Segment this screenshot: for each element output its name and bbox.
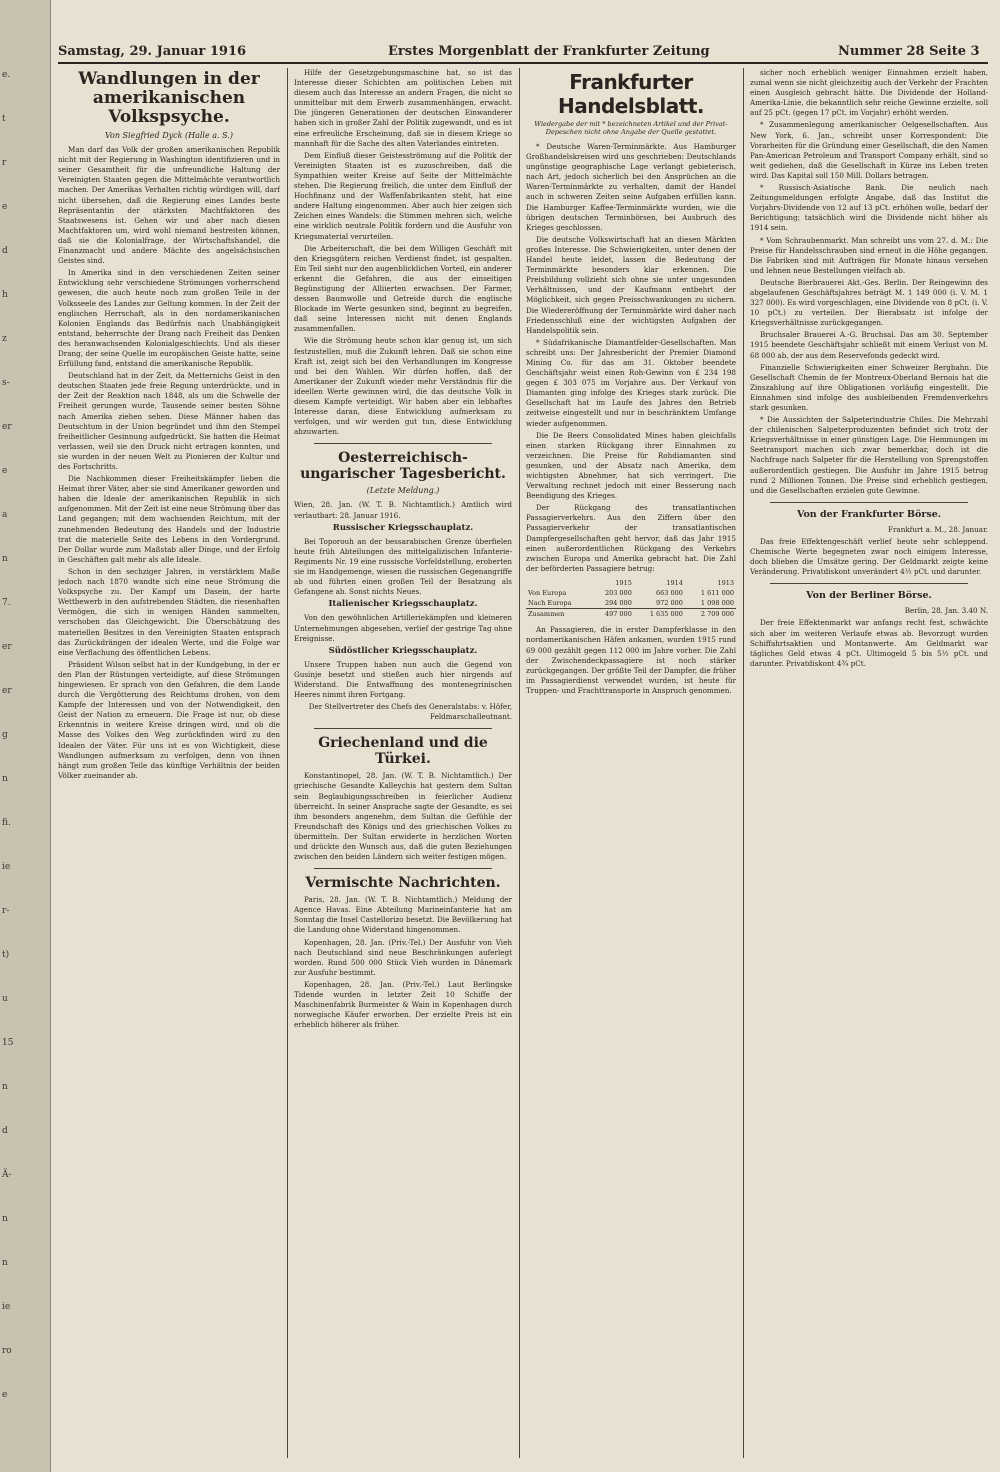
article-paragraph: Deutschland hat in der Zeit, da Metternichs Geist in den deutschen Staaten jede freie Regung unterdrückte, und in der Zeit der Reaktion nach 1848, als um die Schwelle der Freiheit gerungen wurde, Tausende seiner besten Söhne nach Amerika ziehen sehen. Diese Männer haben das Deutschtum in der Union begründet und ihm den Stempel freiheitlicher Gesinnung aufgedrückt. Sie hatten die Heimat verlassen, weil sie den Druck nicht ertragen konnten, und sie wurden in der neuen Welt zu Pionieren der Kultur und des Fortschritts.	[58, 371, 280, 471]
table-cell: 972 000	[656, 599, 683, 608]
margin-fragment: Ä-	[2, 1170, 12, 1180]
table-cell: 497 000	[591, 609, 634, 620]
article-paragraph: sicher noch erheblich weniger Einnahmen erzielt haben, zumal wenn sie nicht gleichzeitig auch der Verkehr der Frachten einen Ausgleich gebracht hätte. Die Dividende der Holland-Amerika-Linie, die bekanntlich sehr reiche Gewinne erzielte, soll auf 25 pCt. (gegen 17 pCt. im Vorjahr) erhöht werden.	[750, 68, 988, 118]
table-cell: 1 098 000	[700, 599, 734, 608]
adjacent-page-edge	[0, 0, 51, 1472]
article-paragraph: Die De Beers Consolidated Mines haben gleichfalls einen starken Rückgang ihrer Einnahmen zu verzeichnen. Die Preise für Rohdiamanten sind gesunken, und der Absatz nach Amerika, dem wichtigsten Abnehmer, hat sich verringert. Die Verwaltung rechnet jedoch mit einer Besserung nach Beendigung des Krieges.	[526, 430, 736, 501]
column-rule	[287, 68, 288, 1458]
article-paragraph: Die deutsche Volkswirtschaft hat an diesen Märkten großes Interesse. Die Schwierigkeiten, unter denen der Handel heute leidet, lassen die Bedeutung der Terminmärkte besonders klar erkennen. Die Preisbildung vollzieht sich ohne sie unter ungesunden Verhältnissen, und der Kaufmann entbehrt der Möglichkeit, sich gegen Preisschwankungen zu sichern. Die Wiedereröffnung der Terminmärkte wird daher nach Friedensschluß eine der wichtigsten Aufgaben der Handelspolitik sein.	[526, 234, 736, 335]
section-separator	[314, 868, 492, 869]
margin-fragment: n	[2, 1082, 8, 1092]
margin-fragment: h	[2, 290, 8, 300]
page-header	[58, 44, 988, 62]
table-cell: 2 709 000	[685, 609, 736, 620]
margin-fragment: ie	[2, 1302, 11, 1312]
margin-fragment: z	[2, 334, 7, 344]
margin-fragment: fi.	[2, 818, 11, 828]
margin-fragment: ie	[2, 862, 11, 872]
theater-report: Bei Toporouh an der bessarabischen Grenze überfielen heute früh Abteilungen des mittelgalizischen Infanterie-Regiments Nr. 19 eine russische Vorfeldstellung, eroberten sie im Handgemenge, wiesen die russischen Gegenangriffe ab und führten einen großen Teil der Besatzung als Gefangene ab. Sonst nichts Neues.	[294, 536, 512, 597]
theater-heading: Italienischer Kriegsschauplatz.	[328, 599, 478, 610]
margin-fragment: er	[2, 686, 12, 696]
table-header-cell: 1915	[615, 578, 632, 587]
report-subtitle: (Letzte Meldung.)	[366, 486, 440, 496]
article-paragraph: * Vom Schraubenmarkt. Man schreibt uns vom 27. d. M.: Die Preise für Handelsschrauben sind erneut in die Höhe gegangen. Die Fabriken sind mit Aufträgen für Monate hinaus versehen und lehnen neue Bestellungen vielfach ab.	[750, 235, 988, 275]
margin-fragment: n	[2, 1258, 8, 1268]
article-paragraph: An Passagieren, die in erster Dampferklasse in den nordamerikanischen Häfen ankamen, wurden 1915 rund 69 000 gezählt gegen 112 000 im Jahre vorher. Die Zahl der Zwischendeckpassagiere ist noch stärker zurückgegangen. Der größte Teil der Dampfer, die früher im Passagierdienst verwendet wurden, ist heute für Truppen- und Frachttransporte in Anspruch genommen.	[526, 625, 736, 695]
theater-report: Unsere Truppen haben nun auch die Gegend von Gusinje besetzt und stießen auch hier nirgends auf Widerstand. Die Entwaffnung des montenegrinischen Heeres nimmt ihren Fortgang.	[294, 659, 512, 700]
article-paragraph: Finanzielle Schwierigkeiten einer Schweizer Bergbahn. Die Gesellschaft Chemin de fer Montreux-Oberland Bernois hat die Zinszahlung auf ihre Obligationen vorläufig eingestellt. Die Einnahmen sind infolge des ausbleibenden Fremdenverkehrs stark gesunken.	[750, 362, 988, 412]
table-cell: Zusammen	[526, 609, 591, 620]
margin-fragment: a	[2, 510, 8, 520]
section-separator	[770, 583, 968, 584]
table-cell: 1 611 000	[700, 589, 734, 598]
header-masthead: Erstes Morgenblatt der Frankfurter Zeitung	[388, 44, 710, 59]
berlin-exchange-dateline: Berlin, 28. Jan. 3.40 N.	[904, 606, 988, 616]
article-paragraph: Dem Einfluß dieser Geistesströmung auf die Politik der Vereinigten Staaten ist es zuzuschreiben, daß die Sympathien weiter Kreise auf Seite der Mittelmächte stehen. Die Regierung freilich, die unter dem Einfluß der Hochfinanz und der Waffenfabrikanten steht, hat eine andere Haltung eingenommen. Aber auch hier zeigen sich Zeichen eines Wandels: die Stimmen mehren sich, welche eine wirklich neutrale Politik fordern und die Ausfuhr von Kriegsmaterial verurteilen.	[294, 150, 512, 241]
margin-fragment: s-	[2, 378, 10, 388]
column-2	[294, 68, 512, 1458]
header-rule	[58, 62, 988, 64]
article-paragraph: Kopenhagen, 28. Jan. (Priv.-Tel.) Der Ausfuhr von Vieh nach Deutschland sind neue Beschränkungen auferlegt worden. Rund 500 000 Stück Vieh wurden in Dänemark zur Ausfuhr bestimmt.	[294, 937, 512, 977]
report-signature: Der Stellvertreter des Chefs des Generalstabs: v. Höfer, Feldmarschalleutnant.	[308, 702, 512, 722]
article-paragraph: Hilfe der Gesetzgebungsmaschine hat, so ist das Interesse dieser Schichten am politischen Leben mit diesem auch das Interesse an andern Fragen, die nicht so unmittelbar mit dem Erwerb zusammenhängen, erwacht. Die jüngeren Generationen der deutschen Einwanderer haben sich in großer Zahl der Politik zugewandt, und es ist eine erfreuliche Erscheinung, daß sie in diesem Kriege so mannhaft für die Sache des alten Vaterlandes eintreten.	[294, 68, 512, 148]
margin-fragment: n	[2, 774, 8, 784]
column-1	[58, 68, 280, 1458]
column-4	[750, 68, 988, 1458]
greece-headline: Griechenland und die Türkei.	[318, 735, 488, 768]
section-separator	[770, 502, 968, 503]
margin-fragment: 7.	[2, 598, 11, 608]
margin-fragment: d	[2, 1126, 8, 1136]
passenger-table	[526, 578, 736, 619]
margin-fragment: e	[2, 1390, 8, 1400]
frankfurt-exchange-text: Das freie Effektengeschäft verlief heute sehr schleppend. Chemische Werte begegneten zwar noch einigem Interesse, doch blieben die Umsätze gering. Der Geldmarkt zeigte keine Veränderung. Privatdiskont unverändert 4½ pCt. und darunter.	[750, 536, 988, 577]
article-paragraph: * Südafrikanische Diamantfelder-Gesellschaften. Man schreibt uns: Der Jahresbericht der Premier Diamond Mining Co. für das am 31. Oktober beendete Geschäftsjahr weist einen Roh-Gewinn von £ 234 198 gegen £ 303 075 im Vorjahre aus. Der Verkauf von Diamanten ging infolge des Krieges stark zurück. Die Gesellschaft hat im Laufe des Jahres den Betrieb zeitweise eingestellt und nur in beschränktem Umfange wieder aufgenommen.	[526, 337, 736, 428]
margin-fragment: n	[2, 554, 8, 564]
margin-fragment: n	[2, 1214, 8, 1224]
article-paragraph: Man darf das Volk der großen amerikanischen Republik nicht mit der Regierung in Washington identifizieren und in seiner Gesamtheit für die unfreundliche Haltung der Vereinigten Staaten gegen die Mittelmächte verantwortlich machen. Der Amerikas Verhalten richtig würdigen will, darf nicht übersehen, daß die Regierung eines Landes beste Repräsentantin der stärksten Machtfaktoren des Staatswesens ist. Gehen wir und aber nach diesen Machtfaktoren um, wird wohl niemand bestreiten können, daß sie die Kolonialfrage, der Wirtschaftshandel, die Finanzmacht und andere Mächte des angelsächsischen Geistes sind.	[58, 145, 280, 266]
table-cell: 294 000	[604, 599, 632, 608]
article-paragraph: Schon in den sechziger Jahren, in verstärktem Maße jedoch nach 1870 wandte sich eine neue Strömung die Volkspsyche zu. Der Kampf um Dasein, der harte Wettbewerb in den aufstrebenden Städten, die riesenhaften Vermögen, die sich in wenigen Händen sammelten, verschoben das Gleichgewicht. Die Überschätzung des materiellen Besitzes in den Vereinigten Staaten entsprach das Zurückdrängen der idealen Werte, und die Folge war eine Verflachung des öffentlichen Lebens.	[58, 566, 280, 657]
article-paragraph: * Deutsche Waren-Terminmärkte. Aus Hamburger Großhandelskreisen wird uns geschrieben: Deutschlands ungünstige geographische Lage verlangt gebieterisch, nach Art, jedoch sicherlich bei den Ansprüchen an die Waren-Terminmärkte zu verhalten, damit der Handel auch in schweren Zeiten seine Aufgaben erfüllen kann. Die Hamburger Kaffee-Terminmärkte wurden, wie die übrigen deutschen Terminbörsen, bei Ausbruch des Krieges geschlossen.	[526, 142, 736, 232]
column-3	[526, 68, 736, 1458]
table-header-cell	[526, 578, 591, 588]
article-paragraph: Der Rückgang des transatlantischen Passagierverkehrs. Aus den Ziffern über den Passagierverkehr der transatlantischen Dampfergesellschaften geht hervor, daß das Jahr 1915 einen außerordentlichen Rückgang des Verkehrs zwischen Europa und Amerika gebracht hat. Die Zahl der beförderten Passagiere betrug:	[526, 503, 736, 573]
header-page-number: Nummer 28 Seite 3	[838, 44, 980, 59]
margin-fragment: er	[2, 642, 12, 652]
theater-heading: Russischer Kriegsschauplatz.	[332, 522, 474, 533]
margin-fragment: ro	[2, 1346, 12, 1356]
frankfurt-exchange-headline: Von der Frankfurter Börse.	[796, 508, 942, 520]
table-cell: Von Europa	[528, 589, 567, 598]
margin-fragment: r-	[2, 906, 10, 916]
article-paragraph: Präsident Wilson selbst hat in der Kundgebung, in der er den Plan der Rüstungen verteidigte, auf diese Strömungen hingewiesen. Er sprach von den Gefahren, die dem Lande durch die Vergötterung des Reichtums drohen, von dem Kampfe der Interessen und von der Notwendigkeit, den Geist der Nation zu erneuern. Die Frage ist nur, ob diese Erkenntnis in weitere Kreise dringen wird, und ob die Masse des Volkes den Weg zurückfinden wird zu den Idealen der Väter. Für uns ist es von Wichtigkeit, diese Wandlungen aufmerksam zu verfolgen, denn von ihnen hängt zum großen Teile das künftige Verhältnis der beiden Völker zueinander ab.	[58, 659, 280, 780]
margin-fragment: r	[2, 158, 7, 168]
article-paragraph: Bruchsaler Brauerei A.-G. Bruchsal. Das am 30. September 1915 beendete Geschäftsjahr schließt mit einem Verlust von M. 68 000 ab, der aus dem Reservefonds gedeckt wird.	[750, 330, 988, 360]
header-date: Samstag, 29. Januar 1916	[58, 44, 247, 59]
article-paragraph: Paris, 28. Jan. (W. T. B. Nichtamtlich.) Meldung der Agence Havas. Eine Abteilung Marineinfanterie hat am Sonntag die Insel Castellorizo besetzt. Die Bevölkerung hat die Landung ohne Widerstand hingenommen.	[294, 895, 512, 935]
article-paragraph: Die Nachkommen dieser Freiheitskämpfer lieben die Heimat ihrer Väter, aber sie sind Amerikaner geworden und haben die Ideale der amerikanischen Republik in sich aufgenommen. Mit der Zeit ist eine neue Strömung über das Land gegangen; mit dem wachsenden Reichtum, mit der zunehmenden Bedeutung des Handels und der Industrie trat die materielle Seite des Lebens in den Vordergrund. Der Dollar wurde zum Maßstab aller Dinge, und der Erfolg in Geschäften galt mehr als alle Ideale.	[58, 474, 280, 564]
margin-fragment: g	[2, 730, 8, 740]
article-paragraph: * Die Aussichten der Salpeterindustrie Chiles. Die Mehrzahl der chilenischen Salpeterproduzenten befindet sich trotz der Kriegsverhältnisse in einer günstigen Lage. Die Hemmungen im Seetransport machen sich zwar bemerkbar, doch ist die Nachfrage nach Salpeter für die Herstellung von Sprengstoffen außerordentlich gestiegen. Die Ausfuhr im Jahre 1915 betrug rund 2 Millionen Tonnen. Die Preise sind erheblich gestiegen, und die Gesellschaften erzielen gute Gewinne.	[750, 415, 988, 495]
article-paragraph: Deutsche Bierbrauerei Akt.-Ges. Berlin. Der Reingewinn des abgelaufenen Geschäftsjahres beträgt M. 1 149 000 (i. V. M. 1 327 000). Es wird vorgeschlagen, eine Dividende von 8 pCt. (i. V. 10 pCt.) zu verteilen. Der Bierabsatz ist infolge der Kriegsverhältnisse zurückgegangen.	[750, 277, 988, 328]
article-byline: Von Siegfried Dyck (Halle a. S.)	[105, 131, 233, 140]
table-cell: Nach Europa	[528, 599, 572, 608]
article-paragraph: * Zusammenlegung amerikanischer Oelgesellschaften. Aus New York, 6. Jan., schreibt unser Korrespondent: Die Vorarbeiten für die Gründung einer Gesellschaft, die den Namen Pan-American Petroleum and Transport Company erhält, sind so weit gediehen, daß die Gesellschaft in Kürze ins Leben treten wird. Das Kapital soll 150 Mill. Dollars betragen.	[750, 120, 988, 180]
table-cell: 203 000	[604, 589, 632, 598]
report-headline: Oesterreichisch-ungarischer Tagesbericht.	[300, 450, 506, 483]
table-cell: 1 635 000	[634, 609, 685, 620]
margin-fragment: e.	[2, 70, 11, 80]
margin-fragment: er	[2, 422, 12, 432]
table-header-cell: 1913	[717, 578, 734, 587]
berlin-exchange-headline: Von der Berliner Börse.	[806, 590, 932, 602]
table-header-cell: 1914	[666, 578, 683, 587]
frankfurt-exchange-dateline: Frankfurt a. M., 28. Januar.	[887, 524, 988, 534]
greece-text: Konstantinopel, 28. Jan. (W. T. B. Nichtamtlich.) Der griechische Gesandte Kalleychis hat gestern dem Sultan sein Beglaubigungsschreiben in feierlicher Audienz überreicht. In seiner Ansprache sagte der Gesandte, es sei ihm besonders angenehm, dem Sultan die Gefühle der Freundschaft des Königs und des griechischen Volkes zu übermitteln. Der Sultan erwiderte in herzlichen Worten und drückte den Wunsch aus, daß die guten Beziehungen zwischen den beiden Ländern sich weiter festigen mögen.	[294, 771, 512, 862]
reprint-note: Wiedergabe der mit * bezeichneten Artikel und der Privat-Depeschen nicht ohne Angabe der Quelle gestattet.	[534, 120, 728, 136]
article-paragraph: In Amerika sind in den verschiedenen Zeiten seiner Entwicklung sehr verschiedene Strömungen vorherrschend gewesen, die auch heute noch zum großen Teile in der Volksseele des Landes zur Geltung kommen. In der Zeit der englischen Herrschaft, als in den nordamerikanischen Kolonien Englands das Bedürfnis nach Unabhängigkeit entstand, beherrschte der Drang nach Freiheit das Denken des heranwachsenden Kolonialgeschlechts. Und als dieser Drang, der seine Quelle im europäischen Geiste hatte, seine Erfüllung fand, entstand die amerikanische Republik.	[58, 268, 280, 369]
column-rule	[743, 68, 744, 1458]
theater-heading: Südöstlicher Kriegsschauplatz.	[328, 645, 478, 656]
article-paragraph: Kopenhagen, 28. Jan. (Priv.-Tel.) Laut Berlingske Tidende wurden in letzter Zeit 10 Schiffe der Maschinenfabrik Burmeister & Wain in Kopenhagen durch norwegische Käufer erworben. Der erzielte Preis ist ein erheblich höherer als früher.	[294, 979, 512, 1030]
misc-headline: Vermischte Nachrichten.	[305, 875, 501, 892]
berlin-exchange-text: Der freie Effektenmarkt war anfangs recht fest, schwächte sich aber im weiteren Verlaufe etwas ab. Bevorzugt wurden Schiffahrtsaktien und Montanwerte. Am Geldmarkt war tägliches Geld etwas 4 pCt. Ultimogeld 5 bis 5½ pCt. und darunter. Privatdiskont 4¾ pCt.	[750, 618, 988, 668]
margin-fragment: u	[2, 994, 8, 1004]
margin-fragment: t	[2, 114, 6, 124]
article-paragraph: Wie die Strömung heute schon klar genug ist, um sich festzustellen, muß die Zukunft lehren. Daß sie schon eine Kraft ist, zeigt sich bei den Verhandlungen im Kongresse und bei den Wahlen. Wir dürfen hoffen, daß der Amerikaner der Zukunft wieder mehr Verständnis für die ideellen Werte gewinnen wird, die das deutsche Volk in diesem Kampfe verteidigt. Wir haben aber ein lebhaftes Interesse daran, diese Entwicklung aufmerksam zu verfolgen, und wir werden gut tun, diese Entwicklung abzuwarten.	[294, 336, 512, 437]
article-paragraph: * Russisch-Asiatische Bank. Die neulich nach Zeitungsmeldungen erfolgte Angabe, daß das Institut die Vorjahrs-Dividende von 12 auf 13 pCt. erhöhen wolle, bedarf der Berichtigung; tatsächlich wird die Dividende nicht höher als 1914 sein.	[750, 183, 988, 233]
theater-report: Von den gewöhnlichen Artilleriekämpfen und kleineren Unternehmungen abgesehen, verlief der gestrige Tag ohne Ereignisse.	[294, 613, 512, 643]
article-headline: Wandlungen in der amerikanischen Volkspsyche.	[78, 69, 260, 127]
margin-fragment: t)	[2, 950, 10, 960]
margin-fragment: e	[2, 202, 8, 212]
section-separator	[314, 728, 492, 729]
report-dateline: Wien, 28. Jan. (W. T. B. Nichtamtlich.) Amtlich wird verlautbart: 28. Januar 1916.	[294, 500, 512, 520]
section-title-handelsblatt: Frankfurter Handelsblatt.	[558, 70, 704, 118]
table-row	[526, 588, 736, 598]
table-row	[526, 598, 736, 609]
table-total-row	[526, 609, 736, 620]
margin-fragment: d	[2, 246, 8, 256]
margin-fragment: 15	[2, 1038, 14, 1048]
column-rule	[519, 68, 520, 1458]
article-paragraph: Die Arbeiterschaft, die bei dem Willigen Geschäft mit den Kriegsgütern reichen Verdienst findet, ist gespalten. Ein Teil sieht nur den augenblicklichen Vorteil, ein anderer erkennt die Gefahren, die aus der einseitigen Begünstigung der Alliierten erwachsen. Der Farmer, dessen Baumwolle und Getreide durch die englische Blockade im Werte gesunken sind, beginnt zu begreifen, daß seine Interessen nicht mit denen Englands zusammenfallen.	[294, 243, 512, 334]
table-cell: 663 000	[656, 589, 683, 598]
section-separator	[314, 443, 492, 444]
margin-fragment: e	[2, 466, 8, 476]
